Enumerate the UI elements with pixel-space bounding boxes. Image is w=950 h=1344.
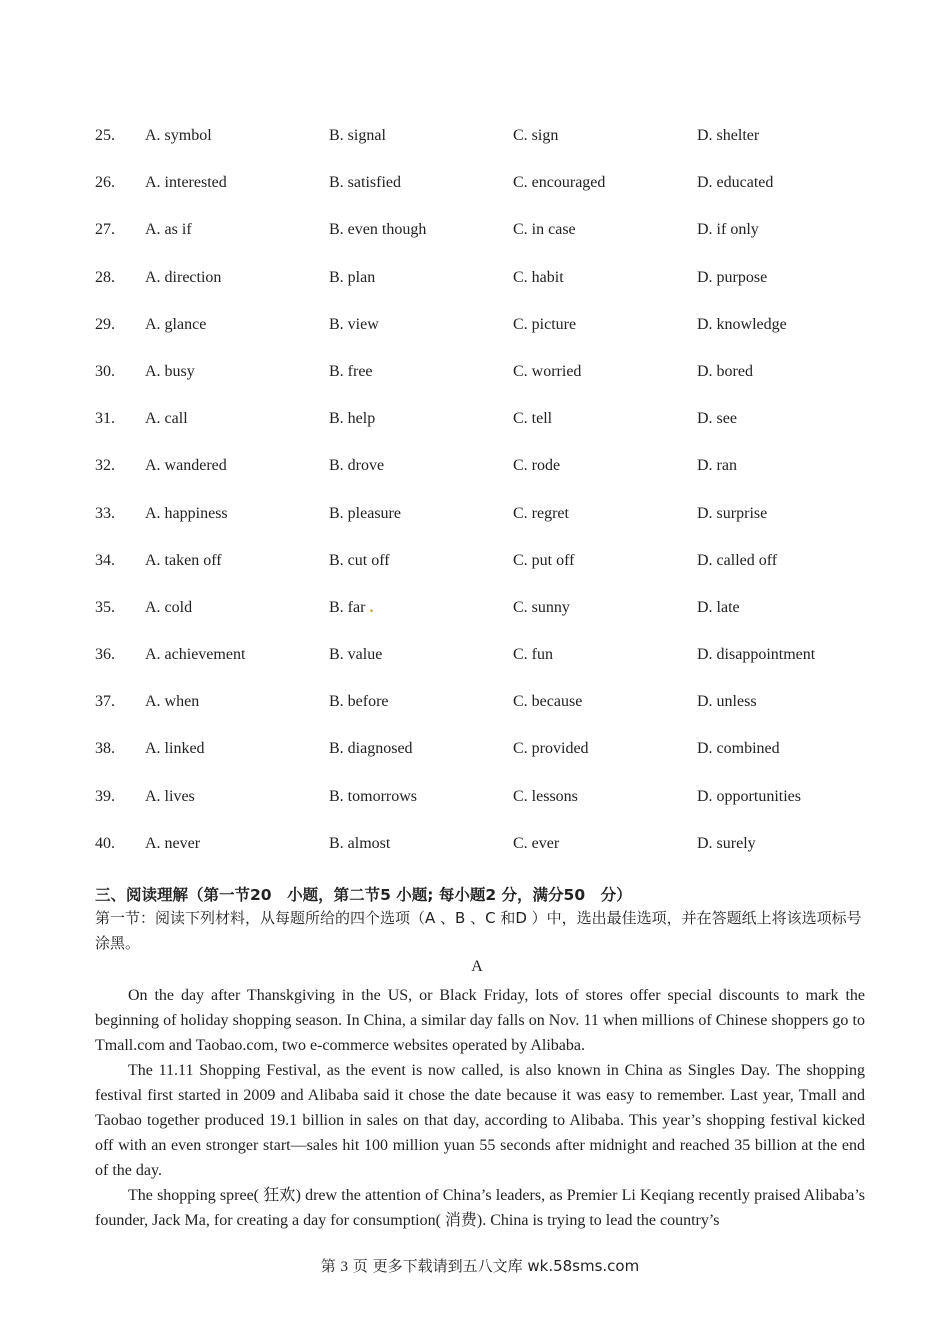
option-c: C. picture: [513, 315, 577, 333]
option-b: B. value: [329, 646, 383, 664]
option-b: B. view: [329, 315, 379, 333]
footer-page-number: 3: [340, 1259, 349, 1275]
option-b: B. help: [329, 410, 376, 428]
option-a: A. achievement: [145, 646, 246, 664]
question-row: [95, 502, 875, 549]
option-c: C. provided: [513, 740, 589, 758]
option-a: A. never: [145, 834, 201, 852]
question-number: 32.: [95, 457, 115, 475]
page-footer: [0, 1255, 950, 1276]
option-b: B. tomorrows: [329, 787, 417, 805]
option-d: D. bored: [697, 362, 753, 380]
option-c: C. because: [513, 693, 583, 711]
stray-dot-mark: .: [365, 598, 374, 616]
question-row: [95, 690, 875, 737]
question-number: 27.: [95, 221, 115, 239]
passage-title: A: [471, 958, 483, 975]
option-a: A. call: [145, 410, 188, 428]
option-d: D. purpose: [697, 268, 768, 286]
footer-prefix: 第: [320, 1257, 336, 1275]
question-row: [95, 549, 875, 596]
question-row: [95, 454, 875, 501]
option-c: C. tell: [513, 410, 553, 428]
option-a: A. when: [145, 693, 200, 711]
option-c: C. rode: [513, 457, 561, 475]
option-a: A. linked: [145, 740, 205, 758]
question-row: [95, 407, 875, 454]
option-c: C. in case: [513, 221, 576, 239]
option-d: D. if only: [697, 221, 759, 239]
question-row: [95, 643, 875, 690]
question-row: [95, 124, 875, 171]
option-d: D. see: [697, 410, 737, 428]
question-number: 28.: [95, 268, 115, 286]
option-c: C. regret: [513, 504, 569, 522]
option-c: C. put off: [513, 551, 575, 569]
option-b: B. cut off: [329, 551, 390, 569]
question-number: 40.: [95, 834, 115, 852]
question-number: 36.: [95, 646, 115, 664]
option-b: B. pleasure: [329, 504, 401, 522]
option-b: B. free: [329, 362, 373, 380]
option-a: A. glance: [145, 315, 207, 333]
question-number: 29.: [95, 315, 115, 333]
question-row: [95, 360, 875, 407]
option-d: D. unless: [697, 693, 757, 711]
option-b: B. almost: [329, 834, 391, 852]
question-number: 30.: [95, 362, 115, 380]
option-b: B. signal: [329, 127, 386, 144]
option-c: C. ever: [513, 834, 560, 852]
option-d: D. ran: [697, 457, 737, 475]
question-number: 37.: [95, 693, 115, 711]
question-row: [95, 737, 875, 784]
option-d: D. late: [697, 598, 740, 616]
footer-suffix: 页 更多下载请到五八文库 wk.58sms.com: [352, 1257, 640, 1275]
section-title: 三、阅读理解（第一节20 小题，第二节5 小题; 每小题2 分，满分50 分）: [95, 886, 632, 904]
question-row: [95, 832, 875, 879]
question-number: 38.: [95, 740, 115, 758]
question-row: [95, 218, 875, 265]
question-row: [95, 596, 875, 643]
option-c: C. worried: [513, 362, 582, 380]
option-c: C. habit: [513, 268, 564, 286]
option-b: B. plan: [329, 268, 376, 286]
question-row: [95, 313, 875, 360]
option-a: A. taken off: [145, 551, 222, 569]
option-b: B. diagnosed: [329, 740, 413, 758]
option-d: D. educated: [697, 174, 774, 192]
passage-paragraph-2: The 11.11 Shopping Festival, as the event is now called, is also known in China as Singles Day. The shopping festival first started in 2009 and Alibaba said it chose the date because it was easy to remember. Last year, Tmall and Taobao together produced 19.1 billion in sales on that day, according to Alibaba. This year’s shopping festival kicked off with an even stronger start—sales hit 100 million yuan 55 seconds after midnight and reached 35 billion at the end of the day.: [95, 1062, 865, 1179]
option-d: D. surely: [697, 834, 756, 852]
option-a: A. interested: [145, 174, 227, 192]
option-d: D. combined: [697, 740, 780, 758]
option-b: B. even though: [329, 221, 427, 239]
question-number: 26.: [95, 174, 115, 192]
passage-paragraph-1: On the day after Thanskgiving in the US, or Black Friday, lots of stores offer special discounts to mark the beginning of holiday shopping season. In China, a similar day falls on Nov. 11 when millions of Chinese shoppers go to Tmall.com and Taobao.com, two e-commerce websites operated by Alibaba.: [95, 987, 865, 1054]
option-d: D. disappointment: [697, 646, 816, 664]
option-c: C. encouraged: [513, 174, 606, 192]
option-a: A. lives: [145, 787, 195, 805]
question-number: 35.: [95, 598, 115, 616]
option-b: B. drove: [329, 457, 385, 475]
answer-options-table: [95, 124, 875, 879]
option-a: A. wandered: [145, 457, 227, 475]
option-d: D. surprise: [697, 504, 768, 522]
option-c: C. lessons: [513, 787, 578, 805]
question-row: [95, 171, 875, 218]
option-a: A. direction: [145, 268, 222, 286]
question-row: [95, 266, 875, 313]
option-c: C. fun: [513, 646, 553, 664]
option-c: C. sunny: [513, 598, 570, 616]
option-a: A. happiness: [145, 504, 228, 522]
passage-body: [95, 983, 865, 1233]
option-a: A. cold: [145, 598, 193, 616]
option-d: D. called off: [697, 551, 778, 569]
option-d: D. opportunities: [697, 787, 801, 805]
section-instruction: 第一节：阅读下列材料，从每题所给的四个选项（A 、B 、C 和D ）中，选出最佳选项，并在答题纸上将该选项标号涂黑。: [95, 909, 862, 952]
option-a: A. busy: [145, 362, 195, 380]
question-number: 34.: [95, 551, 115, 569]
option-a: A. symbol: [145, 127, 212, 144]
option-a: A. as if: [145, 221, 192, 239]
passage-paragraph-3: The shopping spree( 狂欢) drew the attention of China’s leaders, as Premier Li Keqiang recently praised Alibaba’s founder, Jack Ma, for creating a day for consumption( 消费). China is trying to lead the country’s: [95, 1187, 865, 1229]
question-row: [95, 785, 875, 832]
question-number: 39.: [95, 787, 115, 805]
question-number: 33.: [95, 504, 115, 522]
option-d: D. knowledge: [697, 315, 787, 333]
option-b: B. satisfied: [329, 174, 401, 192]
option-c: C. sign: [513, 127, 559, 144]
option-b: B. before: [329, 693, 389, 711]
question-number: 25.: [95, 127, 115, 144]
option-b: B. far .: [329, 598, 374, 616]
question-number: 31.: [95, 410, 115, 428]
option-d: D. shelter: [697, 127, 760, 144]
